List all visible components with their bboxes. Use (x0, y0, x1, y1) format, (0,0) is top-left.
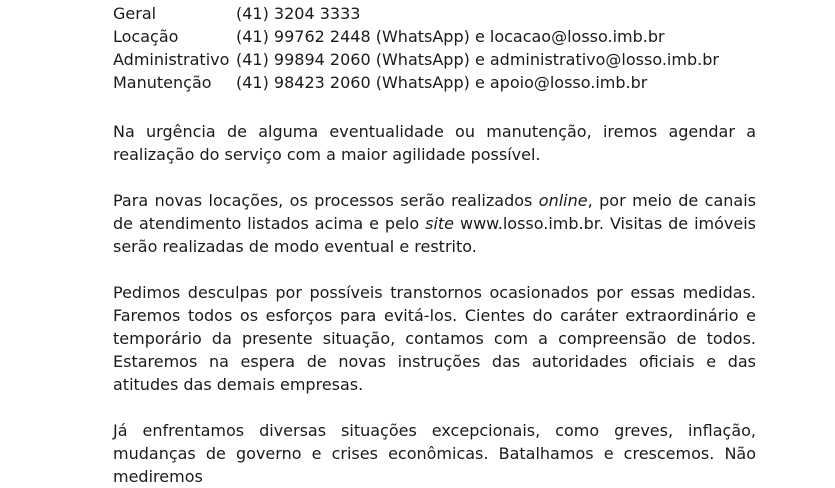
paragraph-apology: Pedimos desculpas por possíveis transtornos ocasionados por essas medidas. Faremos todos os esforços para evitá-los. Cientes do caráter extraordinário e temporário da presente situação, contamos com a compreensão de todos. Estaremos na espera de novas instruções das autoridades oficiais e das atitudes das demais empresas. (113, 283, 756, 394)
contact-list (113, 2, 756, 94)
contact-row-locacao (113, 25, 756, 48)
contact-row-manutencao (113, 71, 756, 94)
contact-label: Locação (113, 27, 179, 46)
contact-details: (WhatsApp) e apoio@losso.imb.br (375, 73, 648, 92)
contact-row-administrativo (113, 48, 756, 71)
contact-phone: (41) 98423 2060 (236, 73, 371, 92)
contact-row-geral (113, 2, 756, 25)
contact-label: Geral (113, 4, 157, 23)
paragraph-text: , por meio de canais de atendimento listados acima e pelo (113, 191, 756, 233)
contact-label: Administrativo (113, 50, 230, 69)
paragraph-text: Para novas locações, os processos serão realizados (113, 191, 539, 210)
paragraph-urgency: Na urgência de alguma eventualidade ou manutenção, iremos agendar a realização do serviço com a maior agilidade possível. (113, 122, 756, 164)
emphasis-online: online (538, 191, 588, 210)
contact-phone: (41) 99894 2060 (236, 50, 371, 69)
paragraph-text: www.losso.imb.br. Visitas de imóveis serão realizadas de modo eventual e restrito. (113, 214, 756, 256)
contact-details: (WhatsApp) e administrativo@losso.imb.br (375, 50, 719, 69)
contact-phone: (41) 99762 2448 (236, 27, 371, 46)
paragraph-new-rentals (113, 189, 756, 258)
emphasis-site: site (425, 214, 455, 233)
contact-details: (WhatsApp) e locacao@losso.imb.br (375, 27, 665, 46)
paragraph-history: Já enfrentamos diversas situações excepcionais, como greves, inflação, mudanças de governo e crises econômicas. Batalhamos e crescemos. Não mediremos (113, 421, 756, 486)
document-body (113, 2, 756, 488)
contact-label: Manutenção (113, 73, 212, 92)
contact-phone: (41) 3204 3333 (236, 4, 361, 23)
